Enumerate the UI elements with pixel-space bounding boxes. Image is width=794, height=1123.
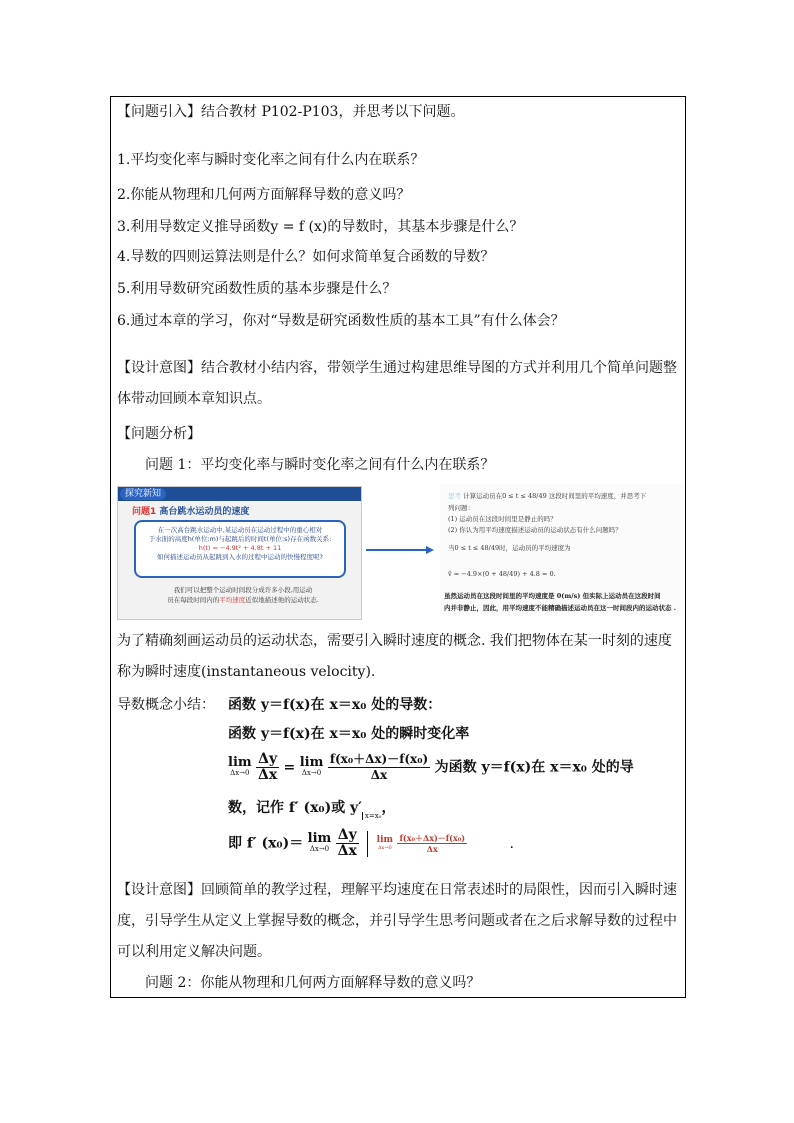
frac-den-4: Δx	[426, 844, 438, 854]
fraction-difference-quotient	[328, 752, 430, 783]
lim-sub-3: Δx→0	[309, 844, 330, 853]
derivative-definition	[228, 828, 514, 862]
frac-den-2: Δx	[370, 768, 388, 782]
slide-box-line3: 如何描述运动员从起跳到入水的过程中运动的快慢程度呢?	[157, 553, 323, 561]
analysis-question-1: 问题 1：平均变化率与瞬时变化率之间有什么内在联系？	[145, 457, 495, 473]
design-intent-2-line3: 可以利用定义解决问题。	[117, 944, 271, 960]
slide-image-right	[440, 484, 684, 616]
summary-line1: 函数 y＝f(x)在 x＝x₀ 处的导数：	[228, 697, 442, 713]
question-5: 5.利用导数研究函数性质的基本步骤是什么？	[117, 281, 397, 297]
lim-text-4: lim	[376, 834, 394, 845]
question-1: 1.平均变化率与瞬时变化率之间有什么内在联系？	[117, 152, 425, 168]
slide2-line1	[448, 492, 646, 500]
frac-num: Δy	[258, 751, 278, 767]
lim-sub-2: Δx→0	[301, 768, 322, 777]
slide-footer-part-a: 员在每段时间内的	[167, 596, 220, 604]
frac-num-2: f(x₀＋Δx)－f(x₀)	[329, 752, 429, 766]
frac-den: Δx	[257, 767, 278, 783]
lim-text-2: lim	[299, 754, 324, 770]
frac-num-3: Δy	[337, 827, 357, 843]
frac-den-3: Δx	[337, 843, 357, 859]
eval-subscript: x=x₀	[362, 812, 382, 820]
question-2: 2.你能从物理和几何两方面解释导数的意义吗？	[117, 187, 411, 203]
slide-problem-box	[134, 520, 346, 578]
summary-line3-tail: ，	[381, 800, 396, 816]
slide-image-left	[117, 486, 362, 620]
intro-heading: 【问题引入】结合教材 P102-P103，并思考以下问题。	[117, 104, 465, 120]
design-intent-2-line2: 度，引导学生从定义上掌握导数的概念，并引导学生思考问题或者在之后求解导数的过程中	[117, 913, 677, 929]
slide2-line3: (1) 运动员在这段时间里是静止的吗？	[448, 515, 557, 523]
slide-footer-part-c: 近似地描述他的运动状态.	[245, 596, 319, 604]
slide2-line7: 虽然运动员在这段时间里的平均速度是 0(m/s) 但实际上运动员在这段时间	[444, 592, 661, 600]
summary-line3-text: 数，记作 f′ (x₀)或 y′	[228, 800, 362, 816]
arrow-right-icon	[366, 545, 434, 555]
lim-sub-4: Δx→0	[377, 844, 392, 851]
analysis-heading: 【问题分析】	[117, 426, 201, 442]
slide-tag: 探究新知	[120, 488, 166, 500]
question-4: 4.导数的四则运算法则是什么？如何求简单复合函数的导数？	[117, 249, 495, 265]
design-intent-1-line2: 体带动回顾本章知识点。	[117, 391, 271, 407]
design-intent-1-line1: 【设计意图】结合教材小结内容，带领学生通过构建思维导图的方式并利用几个简单问题整	[117, 360, 677, 376]
slide2-line4: (2) 你认为用平均速度描述运动员的运动状态有什么问题吗？	[448, 526, 622, 534]
lim-sub: Δx→0	[230, 768, 250, 777]
slide-footer	[148, 585, 338, 605]
frac-num-4: f(x₀＋Δx)－f(x₀)	[399, 833, 466, 843]
fraction-dy-dx-2	[336, 828, 359, 859]
slide-question-number: 问题1	[132, 507, 157, 517]
fraction-red	[397, 833, 467, 854]
fraction-dy-dx	[256, 752, 279, 783]
period: .	[509, 835, 514, 852]
lim-text-3: lim	[307, 830, 332, 846]
question-6: 6.通过本章的学习，你对“导数是研究函数性质的基本工具”有什么体会？	[117, 313, 565, 329]
slide2-line5: 当0 ≤ t ≤ 48/49时，运动员的平均速度为	[448, 544, 571, 552]
summary-line2: 函数 y＝f(x)在 x＝x₀ 处的瞬时变化率	[228, 726, 470, 742]
limit-tail: 为函数 y＝f(x)在 x＝x₀ 处的导	[434, 759, 634, 776]
slide-footer-line2	[148, 595, 338, 605]
slide-question-title	[132, 504, 249, 517]
slide-footer-part-b: 平均速度	[219, 596, 246, 604]
slide2-line8: 内并非静止，因此，用平均速度不能精确描述运动员在这一时间段内的运动状态 .	[444, 604, 677, 612]
slide-box-line2: 于水面的高度h(单位:m)与起跳后的时间t(单位:s)存在函数关系:	[148, 535, 332, 543]
slide2-hint: 思考	[448, 492, 461, 500]
limit-formula: lim Δx→0 $\frac{\Delta y}{\Delta x}$ = lim Δx→0 $\frac{\text{f(x₀＋Δx)－f(x₀)}}{\Delta x}$ 为函数 y＝f(x)在 x＝x₀ 处的导	[228, 751, 634, 783]
slide-box-line1: 在一次高台跳水运动中,某运动员在运动过程中的重心相对	[157, 526, 323, 534]
limit-operator-1	[228, 754, 252, 778]
slide-question-text: 高台跳水运动员的速度	[159, 507, 250, 517]
derivative-label: 即 f′ (x₀)＝	[228, 835, 304, 852]
slide2-line6: v̄ = −4.9×(0 + 48/49) + 4.8 = 0.	[448, 570, 556, 578]
limit-operator-2	[299, 754, 324, 778]
instant-line1: 为了精确刻画运动员的运动状态，需要引入瞬时速度的概念. 我们把物体在某一时刻的速度	[117, 633, 672, 649]
lim-text: lim	[228, 754, 252, 770]
limit-operator-4	[377, 836, 393, 852]
analysis-question-2: 问题 2：你能从物理和几何两方面解释导数的意义吗？	[145, 975, 481, 991]
question-3: 3.利用导数定义推导函数y = f (x)的导数时，其基本步骤是什么？	[117, 219, 524, 235]
slide-footer-line1: 我们可以把整个运动时间段分成许多小段,用运动	[173, 586, 313, 594]
limit-operator-3	[307, 830, 332, 854]
slide2-line2: 列问题：	[448, 504, 474, 512]
slide-box-formula: h(t) = −4.9t² + 4.8t + 11	[198, 544, 282, 552]
slide2-line1-text: 计算运动员在0 ≤ t ≤ 48/49 这段时间里的平均速度，并思考下	[463, 492, 647, 500]
summary-line3	[228, 800, 395, 824]
summary-label: 导数概念小结：	[117, 697, 215, 713]
instant-line2: 称为瞬时速度(instantaneous velocity).	[117, 664, 376, 680]
design-intent-2-line1: 【设计意图】回顾简单的教学过程，理解平均速度在日常表述时的局限性，因而引入瞬时速	[117, 882, 677, 898]
